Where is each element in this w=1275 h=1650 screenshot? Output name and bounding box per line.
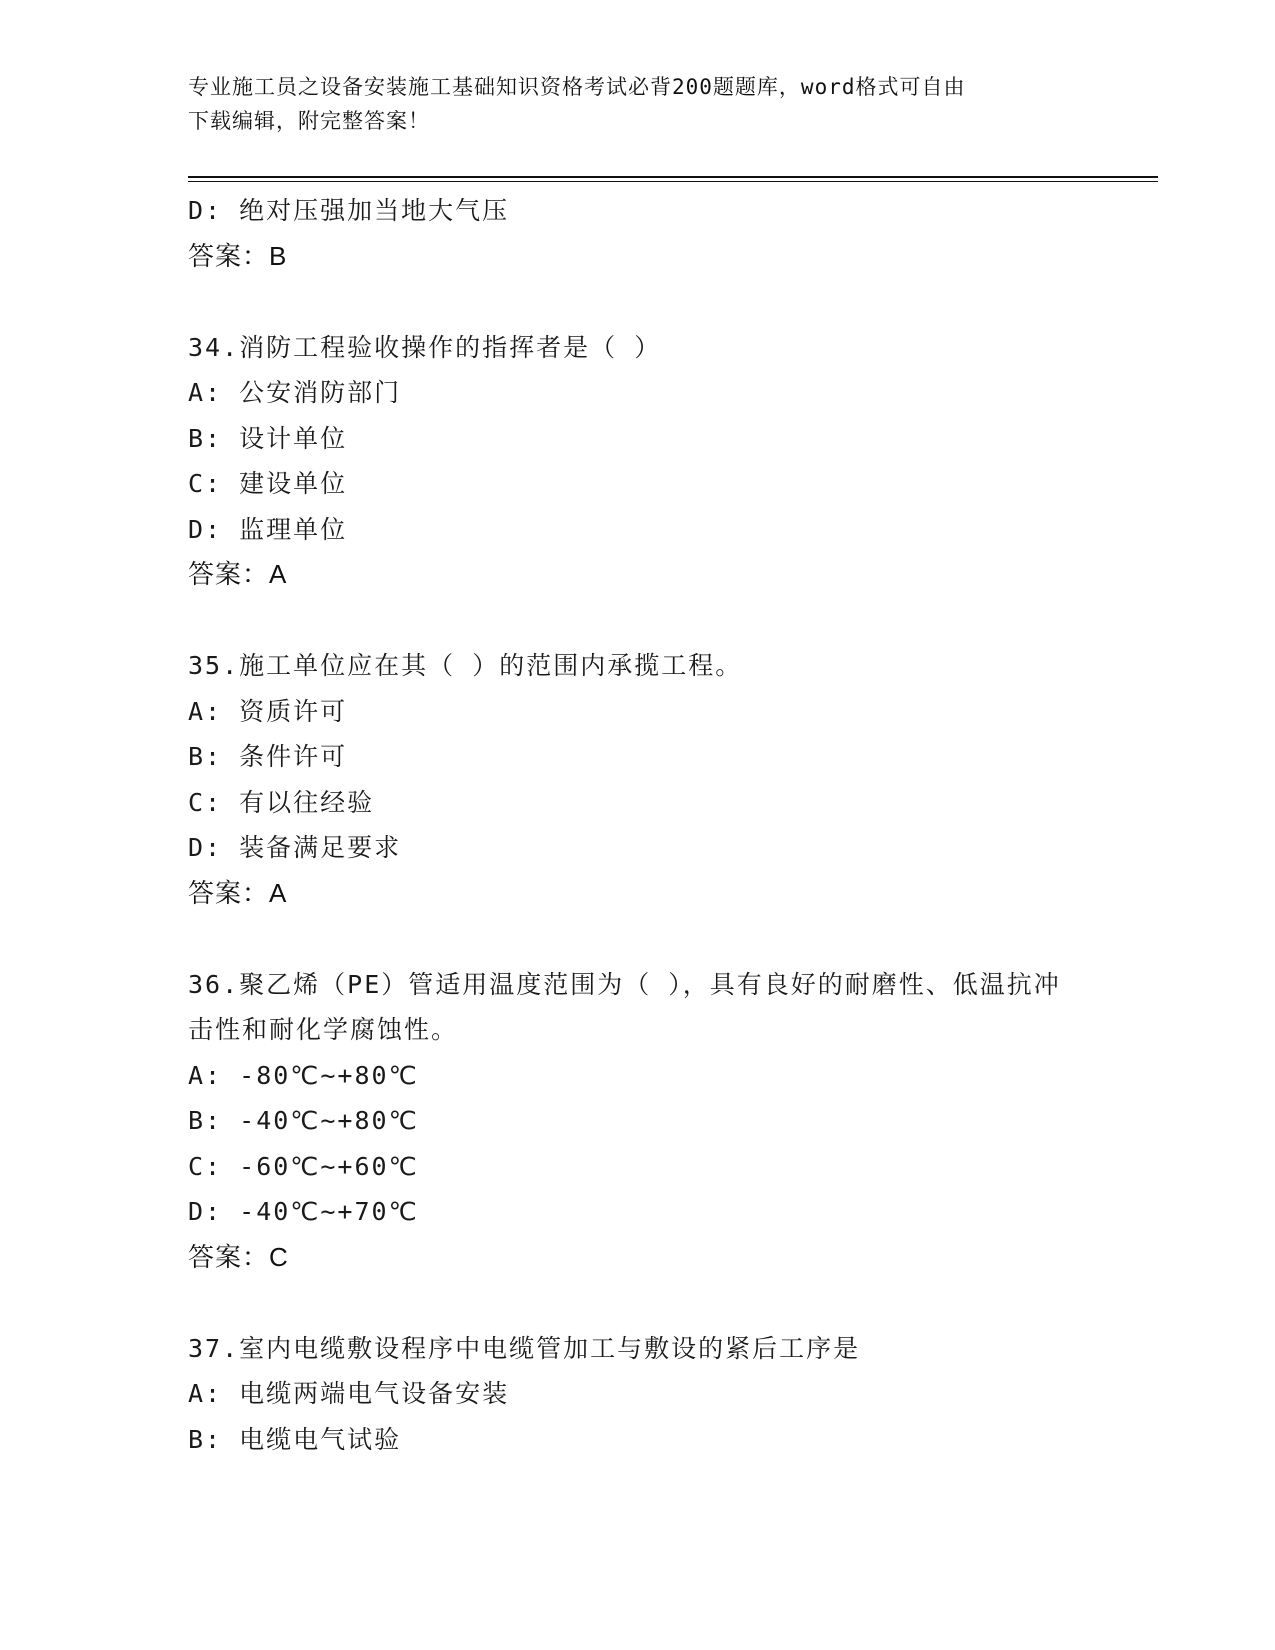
document-header	[188, 70, 1088, 138]
question-stem: 37.室内电缆敷设程序中电缆管加工与敷设的紧后工序是	[188, 1333, 861, 1363]
option-d: D: 监理单位	[188, 514, 348, 544]
option-c: C: -60℃~+60℃	[188, 1151, 419, 1181]
option-d: D: 绝对压强加当地大气压	[188, 196, 510, 225]
question-stem: 36.聚乙烯（PE）管适用温度范围为（ ），具有良好的耐磨性、低温抗冲击性和耐化学腐蚀性。	[188, 969, 1061, 1044]
option-c: C: 建设单位	[188, 469, 348, 498]
question-36	[188, 962, 1118, 1281]
spacer	[188, 916, 1118, 962]
answer-line: 答案：C	[188, 1241, 289, 1272]
spacer	[188, 279, 1118, 325]
option-a: A: -80℃~+80℃	[188, 1060, 419, 1090]
header-title-line-2: 下载编辑，附完整答案！	[188, 109, 430, 133]
answer-line: 答案：A	[188, 877, 288, 908]
answer-line: 答案：A	[188, 559, 288, 589]
option-a: A: 公安消防部门	[188, 378, 402, 407]
option-b: B: 设计单位	[188, 423, 348, 453]
spacer	[188, 1280, 1118, 1326]
answer-line: 答案：B	[188, 240, 288, 271]
question-35	[188, 643, 1118, 916]
header-rule-thick	[188, 176, 1158, 178]
option-b: B: 电缆电气试验	[188, 1424, 402, 1454]
previous-question-tail	[188, 188, 1118, 279]
question-stem: 34.消防工程验收操作的指挥者是（ ）	[188, 332, 662, 362]
option-d: D: 装备满足要求	[188, 833, 402, 862]
question-37	[188, 1326, 1118, 1463]
option-b: B: 条件许可	[188, 742, 348, 771]
question-stem: 35.施工单位应在其（ ）的范围内承揽工程。	[188, 651, 743, 680]
option-a: A: 电缆两端电气设备安装	[188, 1379, 510, 1408]
option-c: C: 有以往经验	[188, 787, 375, 817]
option-d: D: -40℃~+70℃	[188, 1197, 419, 1226]
question-list	[188, 188, 1118, 1462]
question-34	[188, 325, 1118, 598]
option-b: B: -40℃~+80℃	[188, 1106, 419, 1135]
option-a: A: 资质许可	[188, 696, 348, 726]
header-title-line-1: 专业施工员之设备安装施工基础知识资格考试必背200题题库，word格式可自由	[188, 75, 966, 99]
spacer	[188, 598, 1118, 644]
header-rule-thin	[188, 181, 1158, 182]
